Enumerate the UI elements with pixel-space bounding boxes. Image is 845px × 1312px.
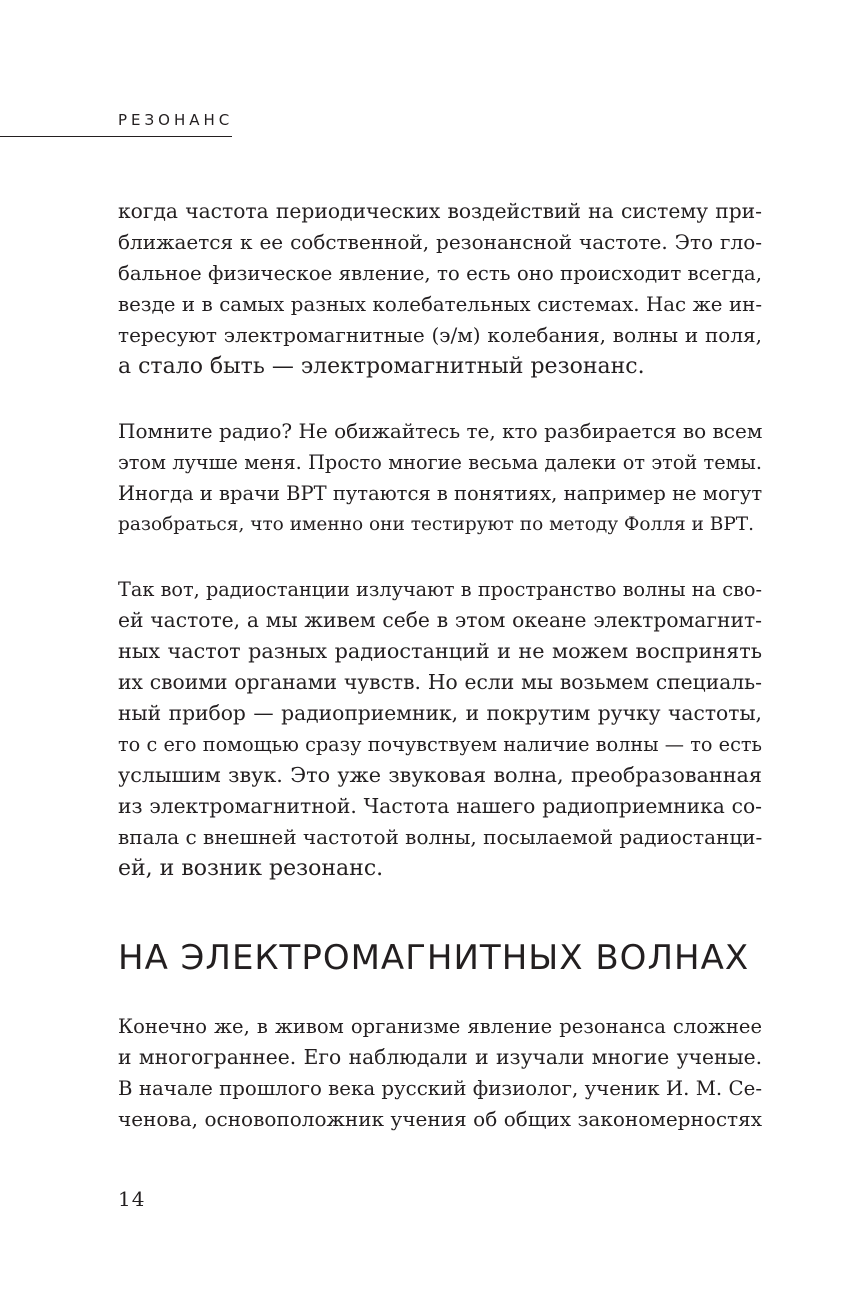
text-line: ей, и возник резонанс. <box>118 856 384 881</box>
text-line: а стало быть — электромагнитный резонанс. <box>118 354 645 379</box>
text-line: когда частота периодических воздействий на систему при- <box>118 199 762 223</box>
text-line: Так вот, радиостанции излучают в пространство волны на сво- <box>118 578 762 601</box>
text-line: ей частоте, а мы живем себе в этом океане электромагнит- <box>118 608 762 632</box>
text-line: то с его помощью сразу почувствуем наличие волны — то есть <box>118 733 762 756</box>
text-line: бальное физическое явление, то есть оно происходит всегда, <box>118 262 762 285</box>
text-line: везде и в самых разных колебательных системах. Нас же ин- <box>118 293 762 316</box>
running-head <box>0 108 232 137</box>
text-line: этом лучше меня. Просто многие весьма далеки от этой темы. <box>118 451 762 474</box>
section-heading: НА ЭЛЕКТРОМАГНИТНЫХ ВОЛНАХ <box>118 938 750 978</box>
text-line: Конечно же, в живом организме явление резонанса сложнее <box>118 1015 762 1038</box>
text-line: ных частот разных радиостанций и не можем воспринять <box>118 639 762 663</box>
text-line: ный прибор — радиоприемник, и покрутим ручку частоты, <box>118 701 762 725</box>
text-line: разобраться, что именно они тестируют по методу Фолля и ВРТ. <box>118 514 755 535</box>
text-line: и многограннее. Его наблюдали и изучали многие ученые. <box>118 1045 762 1069</box>
page-number: 14 <box>118 1187 146 1211</box>
text-line: ближается к ее собственной, резонансной частоте. Это гло- <box>118 230 762 254</box>
text-line: Иногда и врачи ВРТ путаются в понятиях, например не могут <box>118 482 763 505</box>
text-line: услышим звук. Это уже звуковая волна, преобразованная <box>118 763 762 787</box>
text-line: их своими органами чувств. Но если мы возьмем специаль- <box>118 670 762 694</box>
text-line: из электромагнитной. Частота нашего радиоприемника со- <box>118 794 762 818</box>
text-line: Помните радио? Не обижайтесь те, кто разбирается во всем <box>118 419 763 443</box>
text-line: впала с внешней частотой волны, посылаемой радиостанци- <box>118 825 763 849</box>
text-line: ченова, основоположник учения об общих закономерностях <box>118 1107 762 1131</box>
text-line: В начале прошлого века русский физиолог, ученик И. М. Се- <box>118 1077 762 1100</box>
text-line: тересуют электромагнитные (э/м) колебания, волны и поля, <box>118 323 762 347</box>
running-head-title: РЕЗОНАНС <box>118 111 234 129</box>
